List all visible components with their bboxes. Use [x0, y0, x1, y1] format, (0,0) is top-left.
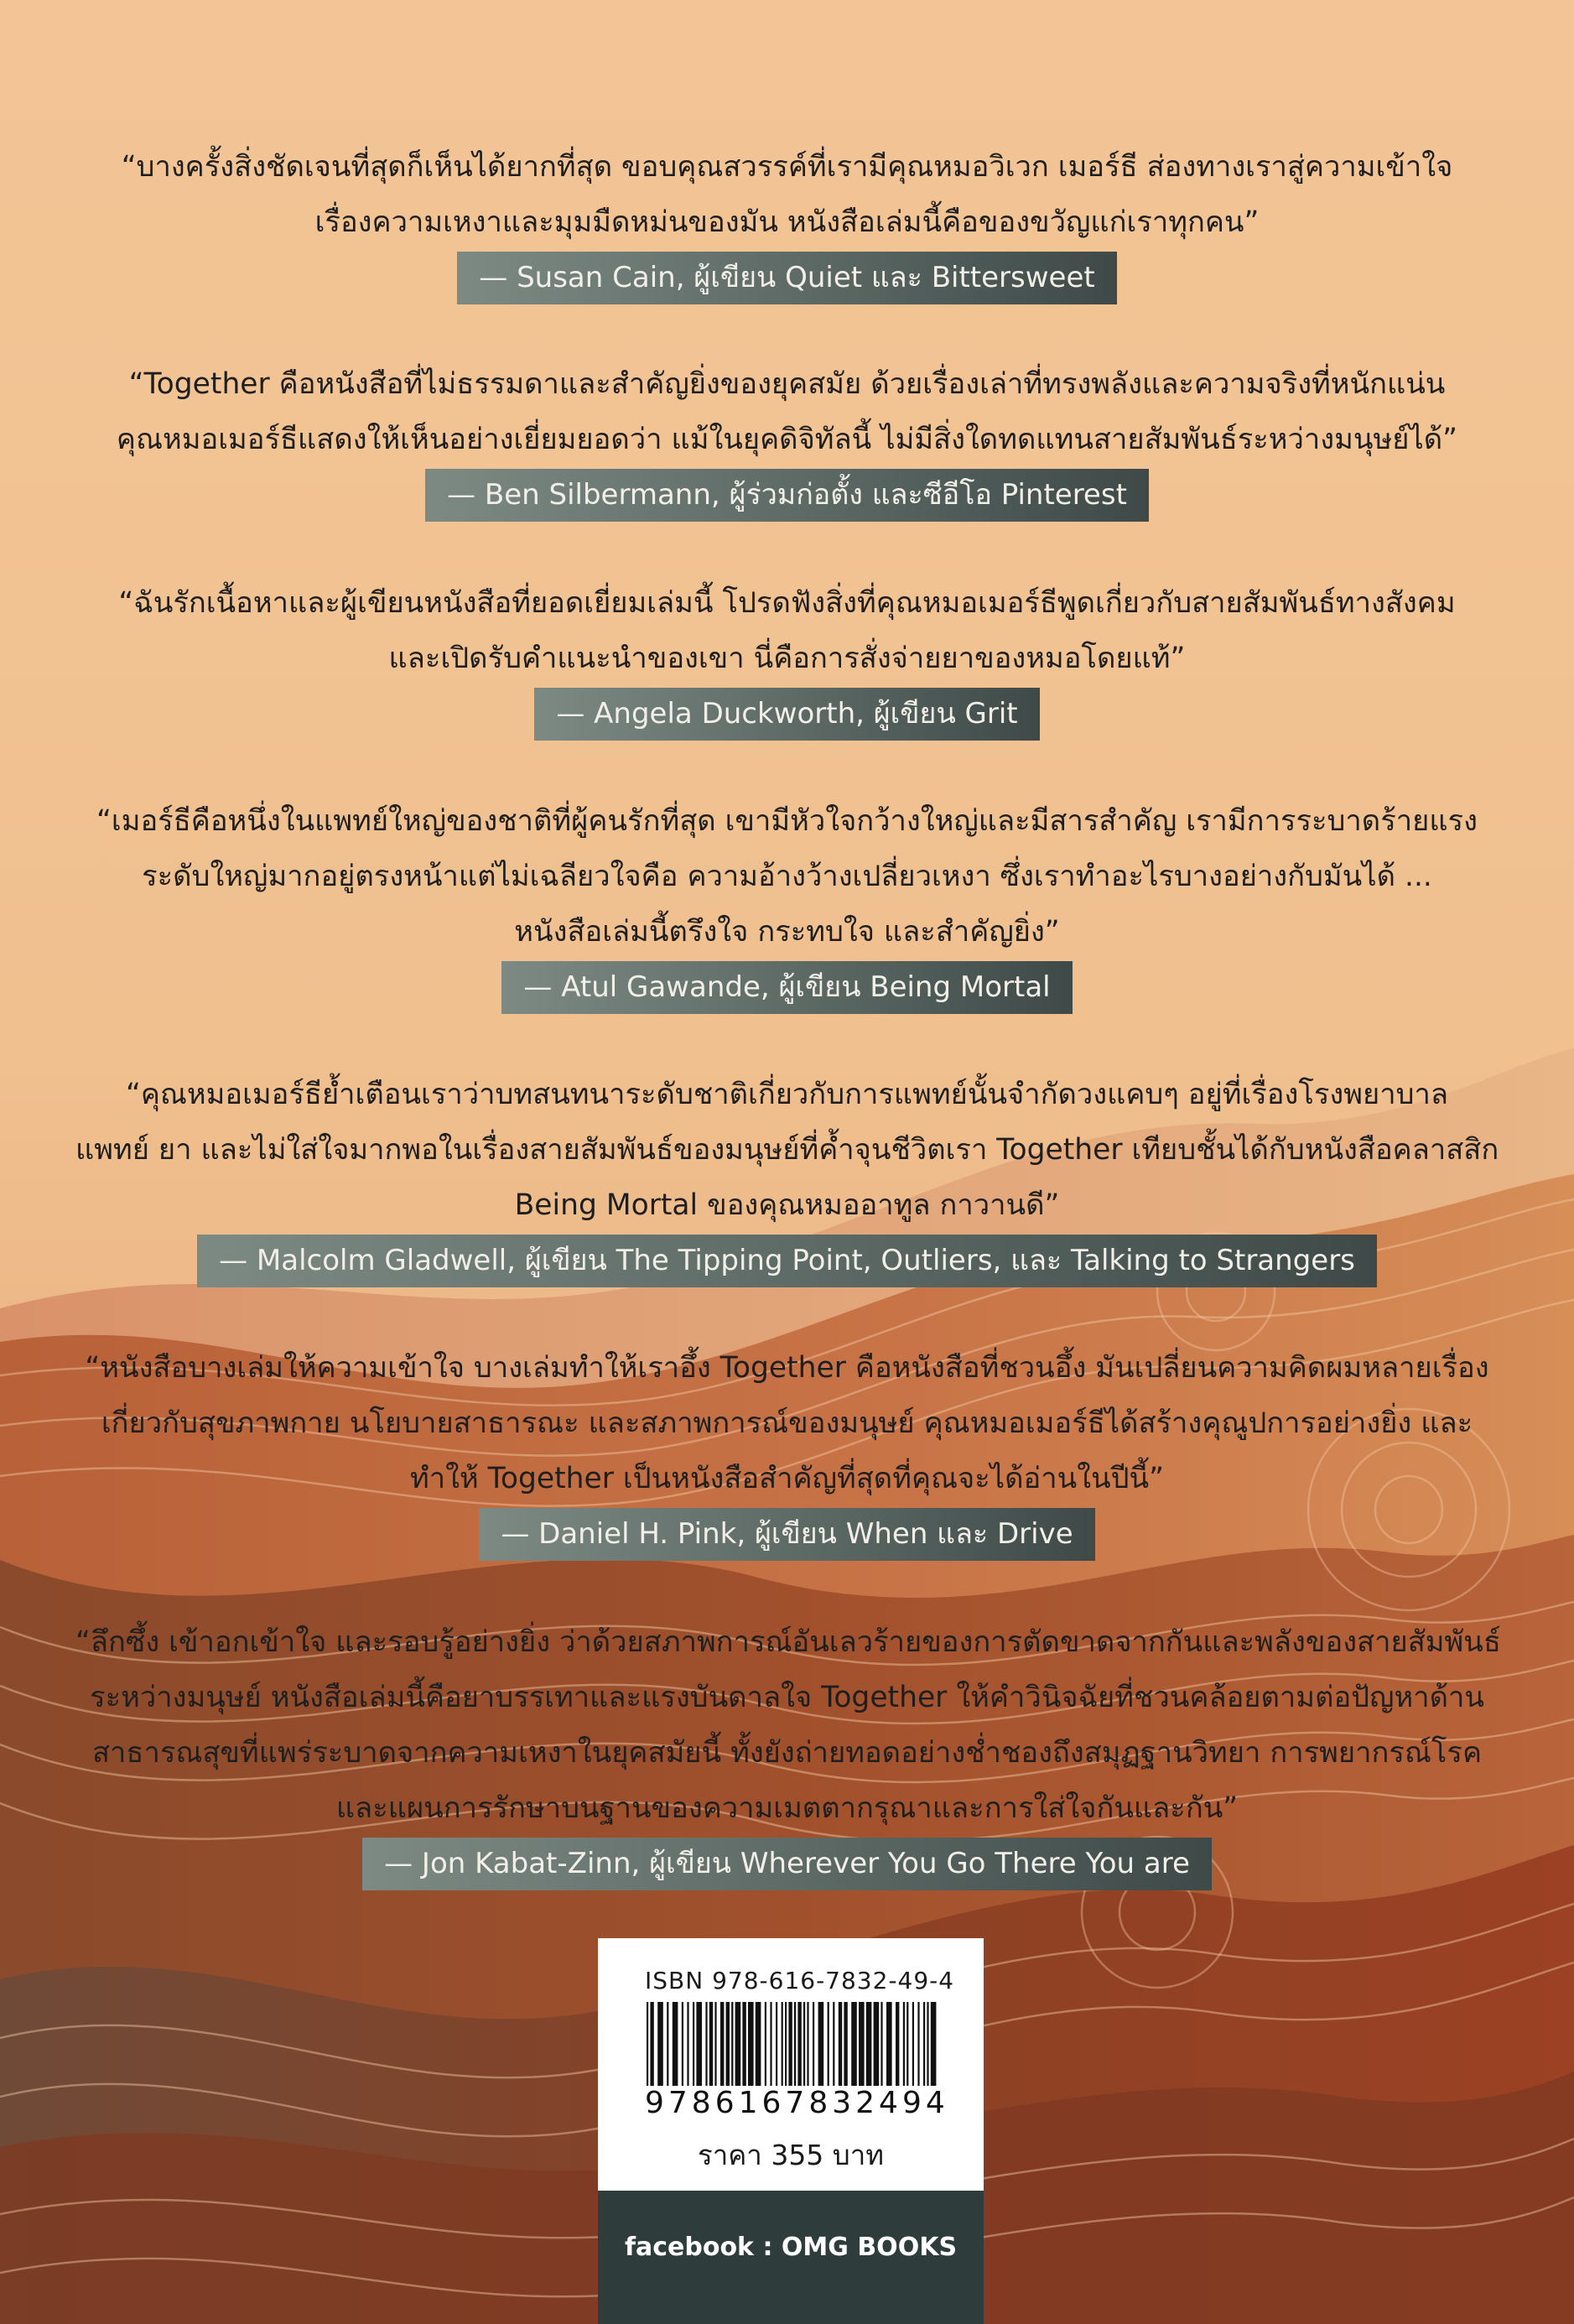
barcode-bar	[776, 2002, 777, 2086]
barcode-bar	[657, 2002, 663, 2086]
quote-line: “ลึกซึ้ง เข้าอกเข้าใจ และรอบรู้อย่างยิ่ง ว่าด้วยสภาพการณ์อันเลวร้ายของการตัดขาดจากกันและพลังของสายสัมพันธ์	[75, 1625, 1501, 1659]
barcode-bar	[785, 2002, 787, 2086]
barcode-bar	[756, 2002, 761, 2086]
barcode-bar	[851, 2002, 857, 2086]
barcode-bar	[782, 2002, 783, 2086]
barcode-bar	[927, 2002, 928, 2086]
quote-line: ระหว่างมนุษย์ หนังสือเล่มนี้คือยาบรรเทาและแรงบันดาลใจ Together ให้คำวินิจฉัยที่ชวนคล้อยตามต่อปัญหาด้าน	[90, 1681, 1484, 1714]
barcode-bar	[874, 2002, 880, 2086]
barcode-label	[598, 1938, 984, 2191]
barcode-bar	[735, 2002, 741, 2086]
barcode-bar	[770, 2002, 771, 2086]
quote-line: แพทย์ ยา และไม่ใส่ใจมากพอในเรื่องสายสัมพันธ์ของมนุษย์ที่ค้ำจุนชีวิตเรา Together เทียบชั้นได้กับหนังสือคลาสสิก	[75, 1133, 1499, 1167]
endorsement	[75, 1340, 1499, 1561]
barcode-bar	[859, 2002, 865, 2086]
barcode-bar	[693, 2002, 694, 2086]
barcode-bar	[714, 2002, 716, 2086]
quote-line: “บางครั้งสิ่งชัดเจนที่สุดก็เห็นได้ยากที่สุด ขอบคุณสวรรค์ที่เรามีคุณหมอวิเวก เมอร์ธี ส่องทางเราสู่ความเข้าใจ	[121, 150, 1453, 184]
barcode-digits: 9786167832494	[645, 2086, 949, 2120]
barcode-bar	[903, 2002, 905, 2086]
quote-line: และเปิดรับคำแนะนำของเขา นี่คือการสั่งจ่ายยาของหมอโดยแท้”	[388, 642, 1186, 675]
barcode-bar	[667, 2002, 668, 2086]
barcode-bar	[709, 2002, 713, 2086]
quote-line: Being Mortal ของคุณหมออาทูล กาวานดี”	[514, 1188, 1060, 1222]
barcode-bar	[886, 2002, 892, 2086]
endorsement	[75, 1614, 1499, 1890]
barcode-bar	[673, 2002, 678, 2086]
barcode-bar	[818, 2002, 824, 2086]
attribution: — Angela Duckworth, ผู้เขียน Grit	[534, 688, 1039, 741]
quote-line: ทำให้ Together เป็นหนังสือสำคัญที่สุดที่คุณจะได้อ่านในปีนี้”	[409, 1462, 1164, 1495]
quote-line: “หนังสือบางเล่มให้ความเข้าใจ บางเล่มทำให้เราอึ้ง Together คือหนังสือที่ชวนอึ้ง มันเปลี่ยนความคิดผมหลายเรื่อง	[85, 1351, 1489, 1385]
barcode-bar	[696, 2002, 702, 2086]
price-text: ราคา 355 บาท	[697, 2139, 885, 2171]
barcode-bar	[866, 2002, 872, 2086]
quote-line: ระดับใหญ่มากอยู่ตรงหน้าแต่ไม่เฉลียวใจคือ ความอ้างว้างเปลี่ยวเหงา ซึ่งเราทำอะไรบางอย่างกับมันได้ ...	[142, 860, 1432, 893]
quote-line: หนังสือเล่มนี้ตรึงใจ กระทบใจ และสำคัญยิ่ง”	[514, 915, 1060, 949]
attribution: — Susan Cain, ผู้เขียน Quiet และ Bittersweet	[457, 252, 1116, 304]
barcode-bar	[813, 2002, 814, 2086]
quote-line: และแผนการรักษาบนฐานของความเมตตากรุณาและการใส่ใจกันและกัน”	[335, 1791, 1239, 1825]
publisher-facebook: facebook : OMG BOOKS	[624, 2233, 958, 2262]
barcode-bar	[803, 2002, 805, 2086]
barcode-bar	[828, 2002, 829, 2086]
barcode-bar	[650, 2002, 653, 2086]
endorsement	[75, 356, 1499, 522]
barcode-bar	[682, 2002, 683, 2086]
barcode-bar	[731, 2002, 733, 2086]
endorsement	[75, 139, 1499, 304]
barcode-bar	[720, 2002, 724, 2086]
barcode-bar	[917, 2002, 919, 2086]
barcode-bar	[748, 2002, 754, 2086]
barcode-image	[645, 2002, 938, 2086]
quote-line: เกี่ยวกับสุขภาพกาย นโยบายสาธารณะ และสภาพการณ์ของมนุษย์ คุณหมอเมอร์ธีได้สร้างคุณูปการอย่างยิ่ง และ	[101, 1406, 1473, 1440]
barcode-bar	[807, 2002, 808, 2086]
quote-line: คุณหมอเมอร์ธีแสดงให้เห็นอย่างเยี่ยมยอดว่า แม้ในยุคดิจิทัลนี้ ไม่มีสิ่งใดทดแทนสายสัมพันธ์ระหว่างมนุษย์ได้”	[116, 423, 1458, 456]
quote-line: เรื่องความเหงาและมุมมืดหม่นของมัน หนังสือเล่มนี้คือของขวัญแก่เราทุกคน”	[314, 205, 1260, 239]
barcode-bar	[765, 2002, 766, 2086]
barcode-bar	[844, 2002, 847, 2086]
barcode-bar	[647, 2002, 648, 2086]
attribution: — Atul Gawande, ผู้เขียน Being Mortal	[501, 961, 1072, 1014]
attribution: — Ben Silbermann, ผู้ร่วมก่อตั้ง และซีอีโอ Pinterest	[425, 469, 1149, 522]
attribution: — Daniel H. Pink, ผู้เขียน When และ Drive	[479, 1508, 1094, 1561]
quote-line: “เมอร์ธีคือหนึ่งในแพทย์ใหญ่ของชาติที่ผู้คนรักที่สุด เขามีหัวใจกว้างใหญ่และมีสารสำคัญ เรามีการระบาดร้ายแรง	[96, 804, 1478, 838]
barcode-bar	[726, 2002, 730, 2086]
quote-line: “คุณหมอเมอร์ธีย้ำเตือนเราว่าบทสนทนาระดับชาติเกี่ยวกับการแพทย์นั้นจำกัดวงแคบๆ อยู่ที่เรื่องโรงพยาบาล	[125, 1078, 1449, 1111]
quote-line: “ฉันรักเนื้อหาและผู้เขียนหนังสือที่ยอดเยี่ยมเล่มนี้ โปรดฟังสิ่งที่คุณหมอเมอร์ธีพูดเกี่ยวกับสายสัมพันธ์ทางสังคม	[118, 586, 1456, 620]
isbn-text: ISBN 978-616-7832-49-4	[645, 1967, 955, 1994]
barcode-bar	[788, 2002, 792, 2086]
barcode-bar	[923, 2002, 925, 2086]
barcode-bar	[794, 2002, 796, 2086]
barcode-bar	[839, 2002, 842, 2086]
barcode-bar	[906, 2002, 908, 2086]
barcode-bar	[687, 2002, 688, 2086]
barcode-bar	[881, 2002, 882, 2086]
barcode-bar	[742, 2002, 745, 2086]
quote-line: สาธารณสุขที่แพร่ระบาดจากความเหงาในยุคสมัยนี้ ทั้งยังถ่ายทอดอย่างช่ำชองถึงสมุฏฐานวิทยา การพยากรณ์โรค	[91, 1736, 1483, 1770]
barcode-panel	[598, 1938, 984, 2324]
attribution: — Jon Kabat-Zinn, ผู้เขียน Wherever You Go There You are	[362, 1838, 1212, 1890]
attribution: — Malcolm Gladwell, ผู้เขียน The Tipping Point, Outliers, และ Talking to Strangers	[197, 1235, 1377, 1287]
barcode-bar	[896, 2002, 899, 2086]
quote-line: “Together คือหนังสือที่ไม่ธรรมดาและสำคัญยิ่งของยุคสมัย ด้วยเรื่องเล่าที่ทรงพลังและความจริงที่หนักแน่น	[128, 367, 1446, 401]
endorsement	[75, 1067, 1499, 1287]
barcode-bar	[912, 2002, 914, 2086]
barcode-bar	[797, 2002, 801, 2086]
barcode-bar	[931, 2002, 937, 2086]
endorsement	[75, 793, 1499, 1014]
endorsement	[75, 575, 1499, 741]
barcode-bar	[705, 2002, 707, 2086]
barcode-bar	[833, 2002, 834, 2086]
publisher-footer	[598, 2191, 984, 2324]
